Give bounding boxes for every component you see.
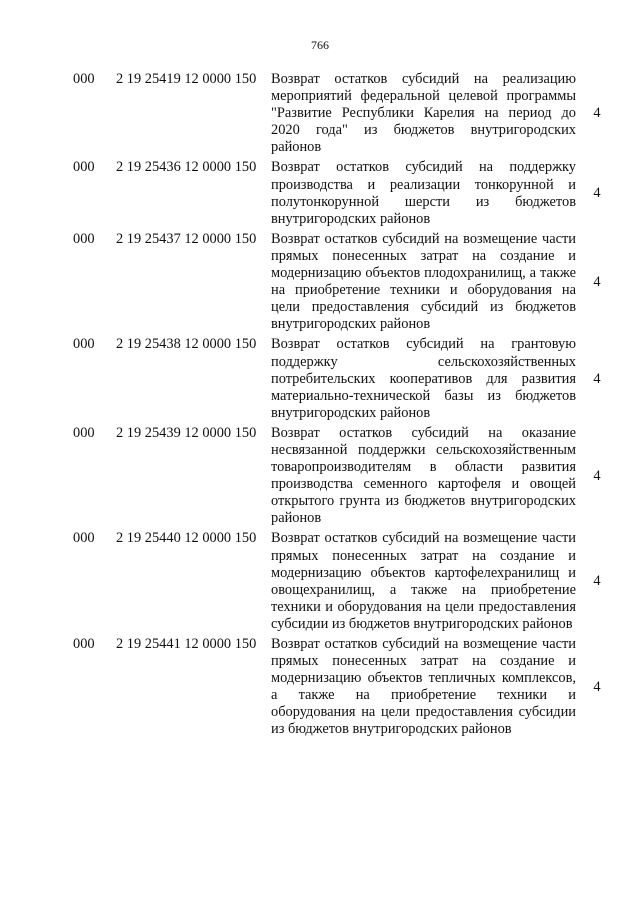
budget-classification-code: 2 19 25438 12 0000 150 bbox=[116, 336, 257, 353]
budget-codes-table bbox=[0, 71, 640, 742]
budget-classification-code: 2 19 25439 12 0000 150 bbox=[116, 424, 257, 441]
distribution-norm: 4 bbox=[593, 105, 601, 122]
distribution-norm: 4 bbox=[593, 273, 601, 290]
revenue-name: Возврат остатков субсидий на возмещение части прямых понесенных затрат на создание и модернизацию объектов картофелехранилищ и овощехранилищ, а также на приобретение техники и оборудования на цели предоставления субсидии из бюджетов внутригородских районов bbox=[271, 530, 576, 632]
revenue-name: Возврат остатков субсидий на грантовую поддержку сельскохозяйственных потребительских кооперативов для развития материально-технической базы из бюджетов внутригородских районов bbox=[271, 336, 576, 421]
admin-code: 000 bbox=[73, 230, 95, 247]
table-row bbox=[0, 336, 640, 421]
budget-classification-code: 2 19 25419 12 0000 150 bbox=[116, 71, 257, 87]
distribution-norm: 4 bbox=[593, 467, 601, 484]
table-row bbox=[0, 636, 640, 739]
admin-code: 000 bbox=[73, 159, 95, 176]
distribution-norm: 4 bbox=[593, 573, 601, 590]
budget-classification-code: 2 19 25441 12 0000 150 bbox=[116, 636, 257, 652]
revenue-name: Возврат остатков субсидий на возмещение части прямых понесенных затрат на создание и модернизацию объектов плодохранилищ, а также на приобретение техники и оборудования на цели предоставления субсидий из бюджетов внутригородских районов bbox=[271, 230, 576, 333]
admin-code: 000 bbox=[73, 71, 95, 87]
distribution-norm: 4 bbox=[593, 370, 601, 387]
distribution-norm: 4 bbox=[593, 678, 601, 695]
revenue-name: Возврат остатков субсидий на возмещение части прямых понесенных затрат на создание и модернизацию объектов тепличных комплексов, а также на приобретение техники и оборудования на цели предоставления субсидии из бюджетов внутригородских районов bbox=[271, 636, 576, 738]
distribution-norm: 4 bbox=[593, 185, 601, 202]
budget-classification-code: 2 19 25437 12 0000 150 bbox=[116, 230, 257, 247]
table-row bbox=[0, 425, 640, 528]
revenue-name: Возврат остатков субсидий на оказание несвязанной поддержки сельскохозяйственным товаропроизводителям в области развития производства семенного картофеля и овощей открытого грунта из бюджетов внутригородских районов bbox=[271, 424, 576, 527]
admin-code: 000 bbox=[73, 530, 95, 547]
revenue-name: Возврат остатков субсидий на реализацию мероприятий федеральной целевой программы "Развитие Республики Карелия на период до 2020 года" из бюджетов внутригородских районов bbox=[271, 71, 576, 156]
table-row bbox=[0, 530, 640, 633]
table-row bbox=[0, 231, 640, 334]
admin-code: 000 bbox=[73, 636, 95, 652]
page-number: 766 bbox=[311, 38, 329, 52]
admin-code: 000 bbox=[73, 424, 95, 441]
admin-code: 000 bbox=[73, 336, 95, 353]
table-row bbox=[0, 159, 640, 227]
revenue-name: Возврат остатков субсидий на поддержку производства и реализации тонкорунной и полутонкорунной шерсти из бюджетов внутригородских районов bbox=[271, 159, 576, 227]
budget-classification-code: 2 19 25440 12 0000 150 bbox=[116, 530, 257, 547]
budget-classification-code: 2 19 25436 12 0000 150 bbox=[116, 159, 257, 176]
table-row bbox=[0, 71, 640, 156]
